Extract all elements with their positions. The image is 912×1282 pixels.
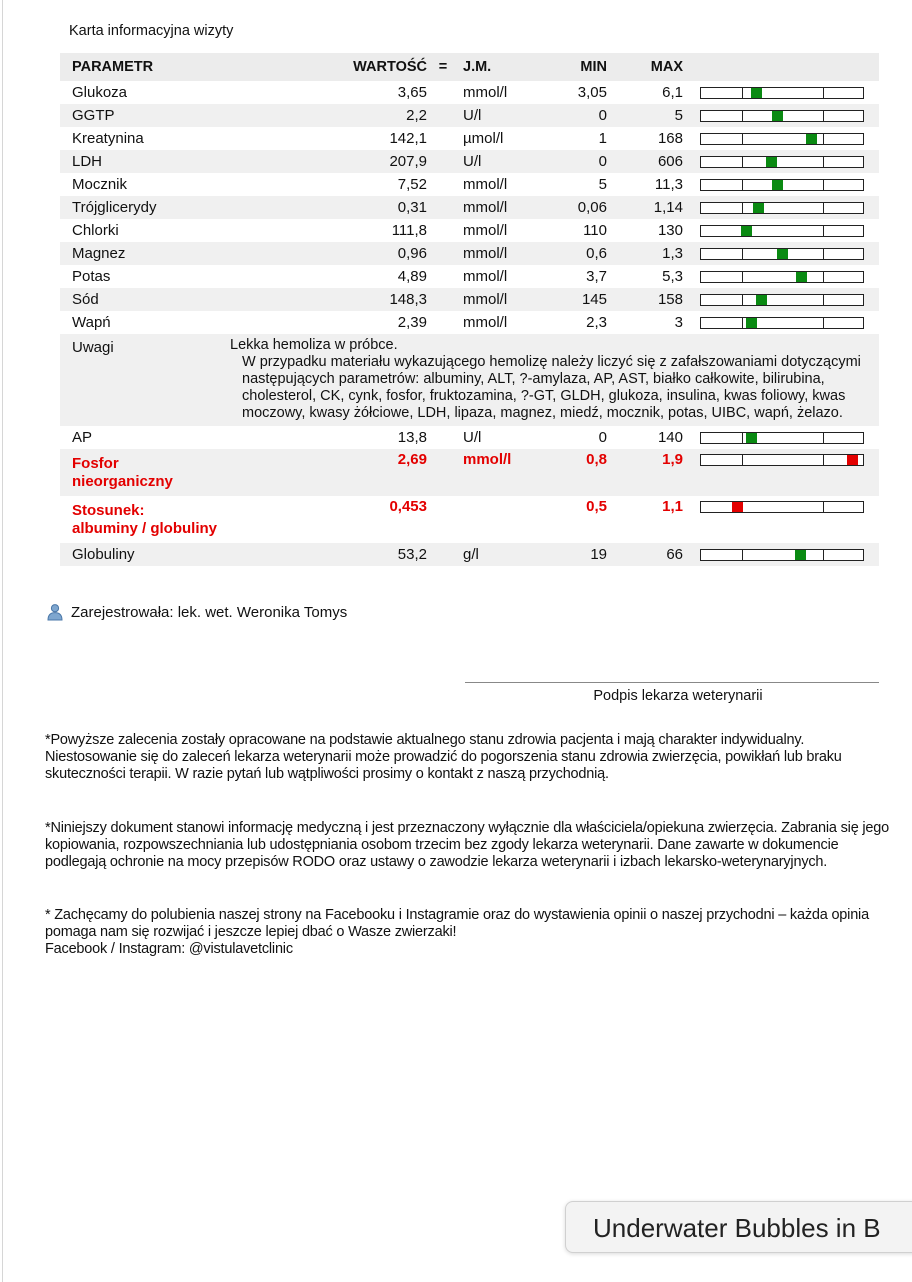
parameter-unit xyxy=(459,496,539,543)
range-bar-marker xyxy=(796,272,807,282)
parameter-max: 11,3 xyxy=(654,176,683,193)
parameter-unit: mmol/l xyxy=(459,196,539,219)
parameter-unit: mmol/l xyxy=(463,222,508,239)
parameter-max: 3 xyxy=(674,314,683,331)
range-bar-tick xyxy=(742,295,743,305)
parameter-value: 3,65 xyxy=(397,84,427,101)
range-bar-tick xyxy=(742,134,743,144)
parameter-name-line1: Magnez xyxy=(72,245,126,262)
equals-cell xyxy=(427,150,459,173)
range-bar xyxy=(700,110,864,122)
range-bar-tick xyxy=(742,433,743,443)
parameter-name xyxy=(60,543,230,566)
parameter-name-line2: albuminy / globuliny xyxy=(72,519,218,537)
table-row xyxy=(60,219,879,242)
parameter-max: 5 xyxy=(607,104,687,127)
parameter-value: 142,1 xyxy=(389,130,427,147)
footer-social: Facebook / Instagram: @vistulavetclinic xyxy=(45,941,293,957)
parameter-name-line1: Glukoza xyxy=(72,84,128,101)
range-bar-tick xyxy=(823,272,824,282)
parameter-value: 0,96 xyxy=(230,242,427,265)
parameter-name-line1: Fosfor xyxy=(72,454,119,472)
range-bar-tick xyxy=(742,203,743,213)
header-min: MIN xyxy=(580,59,607,75)
header-jm: J.M. xyxy=(463,59,492,75)
parameter-unit: mmol/l xyxy=(463,84,508,101)
range-bar-tick xyxy=(742,249,743,259)
footer-text-1: *Powyższe zalecenia zostały opracowane na podstawie aktualnego stanu zdrowia pacjenta i mają charakter indywidualny. Niestosowanie się do zaleceń lekarza weterynarii może prowadzić do pogorszenia stanu zdrowia zwierzęcia, powikłań lub braku skuteczności terapii. W razie pytań lub wątpliwości prosimy o kontakt z naszą przychodnią. xyxy=(45,732,842,782)
table-row xyxy=(60,242,879,265)
parameter-name xyxy=(60,242,230,265)
parameter-name-line1: Wapń xyxy=(72,314,111,331)
range-bar-tick xyxy=(742,157,743,167)
parameter-value: 0,31 xyxy=(230,196,427,219)
header-range-bar xyxy=(687,53,879,81)
parameter-min: 145 xyxy=(539,288,607,311)
notes-text: W przypadku materiału wykazującego hemolizę należy liczyć się z zafałszowaniami dotyczącymi następujących parametrów: albuminy, ALT, ?-amylaza, AP, AST, białko całkowite, bilirubina, cholesterol, CK, cynk, fosfor, fruktozamina, ?-GT, GLDH, glukoza, insulina, kwas foliowy, kwas moczowy, kwasy żółciowe, LDH, lipaza, magnez, miedź, mocznik, potas, UIBC, wapń, żelazo. xyxy=(242,354,861,421)
parameter-name-line1: Potas xyxy=(72,268,111,285)
parameter-value: 207,9 xyxy=(230,150,427,173)
range-bar-marker xyxy=(746,318,757,328)
equals-cell xyxy=(427,242,459,265)
range-bar-cell xyxy=(687,288,879,311)
range-bar xyxy=(700,294,864,306)
parameter-name-line1: LDH xyxy=(72,153,103,170)
equals-cell xyxy=(427,196,459,219)
page-left-border xyxy=(2,0,3,1282)
notes-label: Uwagi xyxy=(60,334,230,426)
equals-cell xyxy=(427,449,459,496)
parameter-value: 111,8 xyxy=(391,222,427,239)
parameter-name xyxy=(60,496,230,543)
range-bar-tick xyxy=(823,134,824,144)
range-bar xyxy=(700,501,864,513)
parameter-name xyxy=(60,426,230,449)
parameter-name-line1: Kreatynina xyxy=(72,130,144,147)
range-bar-marker xyxy=(766,157,777,167)
registered-by-text: Zarejestrowała: lek. wet. Weronika Tomys xyxy=(71,603,348,621)
equals-cell xyxy=(427,426,459,449)
parameter-unit: mmol/l xyxy=(459,449,539,496)
range-bar-cell xyxy=(687,81,879,104)
equals-cell xyxy=(427,543,459,566)
footer-paragraph-1 xyxy=(45,732,890,783)
range-bar-tick xyxy=(823,111,824,121)
range-bar-marker xyxy=(753,203,764,213)
range-bar-cell xyxy=(687,150,879,173)
range-bar xyxy=(700,156,864,168)
range-bar-tick xyxy=(742,318,743,328)
parameter-min: 1 xyxy=(598,130,607,147)
parameter-max: 1,1 xyxy=(662,498,683,515)
parameter-unit: mmol/l xyxy=(459,288,539,311)
range-bar-cell xyxy=(687,426,879,449)
range-bar-tick xyxy=(742,111,743,121)
range-bar-marker xyxy=(756,295,767,305)
range-bar-cell xyxy=(687,219,879,242)
parameter-name-line1: GGTP xyxy=(72,107,115,124)
range-bar-tick xyxy=(823,157,824,167)
range-bar-tick xyxy=(742,180,743,190)
parameter-name xyxy=(60,150,230,173)
parameter-value: 53,2 xyxy=(230,543,427,566)
parameter-value: 13,8 xyxy=(397,429,427,446)
document-title: Karta informacyjna wizyty xyxy=(69,23,234,39)
parameter-unit: U/l xyxy=(459,150,539,173)
range-bar-marker xyxy=(847,455,858,465)
table-row xyxy=(60,288,879,311)
range-bar-cell xyxy=(687,173,879,196)
parameter-unit: mmol/l xyxy=(463,314,508,331)
range-bar-tick xyxy=(742,272,743,282)
notification-toast[interactable]: Underwater Bubbles in B xyxy=(565,1201,912,1253)
equals-cell xyxy=(427,265,459,288)
range-bar-tick xyxy=(823,180,824,190)
parameter-unit: U/l xyxy=(459,104,539,127)
range-bar-marker xyxy=(806,134,817,144)
parameter-min: 5 xyxy=(598,176,607,193)
parameter-value: 148,3 xyxy=(230,288,427,311)
parameter-max: 130 xyxy=(657,222,683,239)
parameter-min: 0 xyxy=(539,104,607,127)
range-bar xyxy=(700,317,864,329)
range-bar xyxy=(700,202,864,214)
table-row xyxy=(60,265,879,288)
signature-label: Podpis lekarza weterynarii xyxy=(593,688,763,704)
parameter-min: 110 xyxy=(583,222,607,239)
parameter-max: 1,14 xyxy=(607,196,687,219)
parameter-name xyxy=(60,104,230,127)
range-bar-tick xyxy=(742,550,743,560)
equals-cell xyxy=(427,104,459,127)
table-row xyxy=(60,150,879,173)
equals-cell xyxy=(427,311,459,334)
range-bar-cell xyxy=(687,265,879,288)
footer-paragraph-3 xyxy=(45,907,890,958)
user-icon xyxy=(46,603,64,621)
notes-first-line: Lekka hemoliza w próbce. xyxy=(230,337,398,353)
table-row xyxy=(60,81,879,104)
parameter-name xyxy=(60,127,230,150)
range-bar-tick xyxy=(823,502,824,512)
parameter-min: 0,8 xyxy=(539,449,607,496)
range-bar-tick xyxy=(823,226,824,236)
parameter-name xyxy=(60,219,230,242)
parameter-max: 1,3 xyxy=(607,242,687,265)
parameter-max: 6,1 xyxy=(662,84,683,101)
parameter-max: 66 xyxy=(607,543,687,566)
parameter-unit: g/l xyxy=(459,543,539,566)
range-bar-marker xyxy=(751,88,762,98)
range-bar xyxy=(700,225,864,237)
parameter-name-line1: Chlorki xyxy=(72,222,119,239)
footer-text-2: *Niniejszy dokument stanowi informację medyczną i jest przeznaczony wyłącznie dla właściciela/opiekuna zwierzęcia. Zabrania się jego kopiowania, rozpowszechniania lub udostępniania osobom trzecim bez zgody lekarza weterynarii. Dane zawarte w dokumencie podlegają ochronie na mocy przepisów RODO oraz ustawy o zawodzie lekarza weterynarii i izbach lekarsko-weterynaryjnych. xyxy=(45,820,890,870)
parameter-max: 1,9 xyxy=(607,449,687,496)
range-bar xyxy=(700,549,864,561)
notes-row xyxy=(60,334,879,426)
footer-paragraph-2 xyxy=(45,820,890,871)
parameter-min: 2,3 xyxy=(586,314,607,331)
table-row xyxy=(60,127,879,150)
range-bar xyxy=(700,248,864,260)
parameter-min: 19 xyxy=(539,543,607,566)
parameter-name-line1: AP xyxy=(72,429,93,446)
table-row xyxy=(60,449,879,496)
parameter-max: 140 xyxy=(657,429,683,446)
range-bar-marker xyxy=(772,180,783,190)
parameter-max: 158 xyxy=(607,288,687,311)
registered-by xyxy=(46,603,347,621)
range-bar-cell xyxy=(687,543,879,566)
equals-cell xyxy=(427,127,459,150)
range-bar-cell xyxy=(687,127,879,150)
range-bar-tick xyxy=(742,88,743,98)
range-bar-cell xyxy=(687,449,879,496)
range-bar xyxy=(700,179,864,191)
header-parametr: PARAMETR xyxy=(72,59,154,75)
range-bar-marker xyxy=(732,502,743,512)
range-bar xyxy=(700,432,864,444)
range-bar xyxy=(700,454,864,466)
range-bar-tick xyxy=(823,455,824,465)
parameter-value: 7,52 xyxy=(397,176,427,193)
equals-cell xyxy=(427,288,459,311)
range-bar-tick xyxy=(823,249,824,259)
table-row xyxy=(60,196,879,219)
header-equals: = xyxy=(438,59,448,75)
parameter-min: 0,6 xyxy=(539,242,607,265)
range-bar-cell xyxy=(687,242,879,265)
range-bar xyxy=(700,133,864,145)
parameter-min: 0,5 xyxy=(586,498,607,515)
range-bar-tick xyxy=(742,455,743,465)
parameter-value: 2,39 xyxy=(397,314,427,331)
table-row xyxy=(60,311,879,334)
equals-cell xyxy=(427,219,459,242)
range-bar-tick xyxy=(823,550,824,560)
parameter-name-line1: Globuliny xyxy=(72,546,135,563)
parameter-name xyxy=(60,288,230,311)
parameter-min: 0 xyxy=(598,429,607,446)
equals-cell xyxy=(427,173,459,196)
parameter-max: 5,3 xyxy=(662,268,683,285)
table-row xyxy=(60,426,879,449)
range-bar-tick xyxy=(823,318,824,328)
range-bar-cell xyxy=(687,196,879,219)
range-bar-cell xyxy=(687,104,879,127)
parameter-name-line1: Sód xyxy=(72,291,99,308)
parameter-value: 4,89 xyxy=(397,268,427,285)
parameter-name-line1: Trójglicerydy xyxy=(72,199,157,216)
range-bar-cell xyxy=(687,496,879,543)
parameter-value: 0,453 xyxy=(389,498,427,515)
parameter-name xyxy=(60,449,230,496)
table-row xyxy=(60,496,879,543)
parameter-name xyxy=(60,311,230,334)
footer-text-3: * Zachęcamy do polubienia naszej strony na Facebooku i Instagramie oraz do wystawienia opinii o naszej przychodni – każda opinia pomaga nam się rozwijać i jeszcze lepiej dbać o Wasze zwierzaki! xyxy=(45,907,869,940)
table-row xyxy=(60,104,879,127)
table-row xyxy=(60,173,879,196)
parameter-min: 3,05 xyxy=(577,84,607,101)
parameter-value: 2,69 xyxy=(230,449,427,496)
parameter-unit: U/l xyxy=(463,429,482,446)
range-bar xyxy=(700,87,864,99)
range-bar-marker xyxy=(746,433,757,443)
parameter-max: 606 xyxy=(607,150,687,173)
range-bar-marker xyxy=(741,226,752,236)
range-bar-cell xyxy=(687,311,879,334)
header-wartosc: WARTOŚĆ xyxy=(353,59,427,75)
parameter-min: 0 xyxy=(539,150,607,173)
equals-cell xyxy=(427,496,459,543)
range-bar-marker xyxy=(777,249,788,259)
range-bar xyxy=(700,271,864,283)
parameter-min: 0,06 xyxy=(539,196,607,219)
parameter-name xyxy=(60,173,230,196)
notes-body xyxy=(230,334,879,426)
parameter-name xyxy=(60,265,230,288)
parameter-value: 2,2 xyxy=(230,104,427,127)
equals-cell xyxy=(427,81,459,104)
parameter-name-line2: nieorganiczny xyxy=(72,472,173,490)
parameter-name xyxy=(60,81,230,104)
parameter-unit: mmol/l xyxy=(459,242,539,265)
parameter-max: 168 xyxy=(657,130,683,147)
signature-line xyxy=(465,682,879,683)
table-header-row xyxy=(60,53,879,81)
parameter-name xyxy=(60,196,230,219)
range-bar-tick xyxy=(823,88,824,98)
parameter-name-line1: Mocznik xyxy=(72,176,128,193)
parameter-unit: mmol/l xyxy=(463,268,508,285)
parameter-min: 3,7 xyxy=(586,268,607,285)
lab-results-table xyxy=(60,53,879,566)
range-bar-marker xyxy=(795,550,806,560)
range-bar-tick xyxy=(823,203,824,213)
range-bar-marker xyxy=(772,111,783,121)
parameter-name-line1: Stosunek: xyxy=(72,501,145,519)
range-bar-tick xyxy=(823,295,824,305)
parameter-unit: mmol/l xyxy=(463,176,508,193)
header-max: MAX xyxy=(650,59,683,75)
range-bar-tick xyxy=(823,433,824,443)
table-row xyxy=(60,543,879,566)
parameter-unit: µmol/l xyxy=(463,130,504,147)
